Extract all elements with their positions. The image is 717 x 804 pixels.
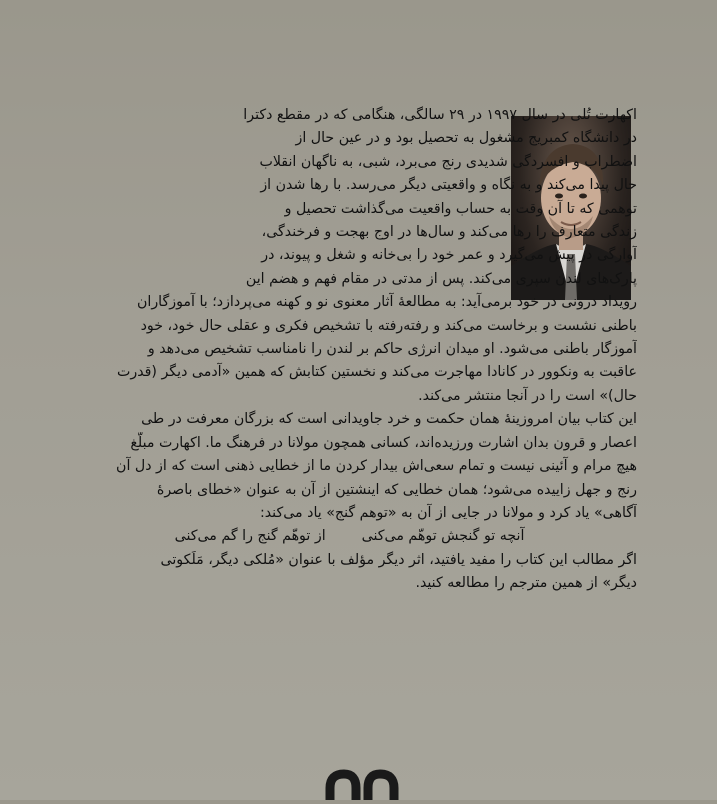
text-line: دیگر» از همین مترجم را مطالعه کنید.	[415, 575, 637, 592]
publisher-logo	[322, 766, 402, 800]
text-line: رویداد درونی در خود برمی‌آید: به مطالعهٔ آثار معنوی نو و کهنه می‌پردازد؛ با آموزگاران	[136, 294, 637, 311]
verse-right: آنچه تو گنجش توهّم می‌کنی	[361, 528, 525, 545]
text-line: آگاهی» یاد کرد و مولانا در جایی از آن به «توهم گنج» یاد می‌کند:	[259, 504, 637, 521]
text-line: حال)» است را در آنجا منتشر می‌کند.	[418, 387, 637, 404]
text-line: زندگی متعارف را رها می‌کند و سال‌ها در اوج بهجت و فرخندگی،	[261, 224, 637, 241]
text-line: آوارگی در پیش می‌گیرد و عمر خود را بی‌خانه و شغل و پیوند، در	[261, 247, 637, 264]
verse-left: از توهّم گنج را گم می‌کنی	[174, 528, 326, 545]
text-line: توهمی که تا آن وقت به حساب واقعیت می‌گذاشت تحصیل و	[284, 200, 637, 217]
text-line: عاقبت به ونکوور در کانادا مهاجرت می‌کند و نخستین کتابش که همین «آدمی دیگر (قدرت	[116, 364, 637, 381]
text-line: در دانشگاه کمبریج مشغول به تحصیل بود و در عین حال از	[295, 130, 637, 147]
publisher-logo-icon	[322, 766, 402, 800]
poem-verse	[62, 525, 637, 548]
text-line: اگر مطالب این کتاب را مفید یافتید، اثر دیگر مؤلف با عنوان «مُلکی دیگر، مَلَکوتی	[160, 551, 637, 568]
text-line: باطنی نشست و برخاست می‌کند و رفته‌رفته با تشخیص فکری و عقلی حال خود، خود	[140, 317, 637, 334]
text-line: اعصار و قرون بدان اشارت ورزیده‌اند، کسانی همچون مولانا در فرهنگ ما. اکهارت مبلّغ	[130, 434, 637, 451]
text-line: آموزگار باطنی می‌شود. او میدان انرژی حاکم بر لندن را نامناسب تشخیص می‌دهد و	[147, 341, 637, 358]
back-cover-text	[62, 104, 637, 664]
text-line: حال پیدا می‌کند و به نگاه و واقعیتی دیگر می‌رسد. با رها شدن از	[260, 177, 637, 194]
text-line: اضطراب و افسردگی شدیدی رنج می‌برد، شبی، به ناگهان انقلاب	[259, 153, 637, 170]
text-line: پارک‌های لندن سپری می‌کند. پس از مدتی در مقام فهم و هضم این	[245, 270, 637, 287]
text-line: این کتاب بیان امروزینهٔ همان حکمت و خرد جاویدانی است که بزرگان معرفت در طی	[141, 411, 637, 428]
text-line: رنج و جهل زاییده می‌شود؛ همان خطایی که اینشتین از آن به عنوان «خطای باصرهٔ	[156, 481, 637, 498]
text-line: هیچ مرام و آئینی نیست و تمام سعی‌اش بیدار کردن ما از خطایی ذهنی است که از دل آن	[116, 458, 637, 475]
text-line: اکهارت تُلی در سال ۱۹۹۷ در ۲۹ سالگی، هنگامی که در مقطع دکترا	[243, 107, 637, 123]
